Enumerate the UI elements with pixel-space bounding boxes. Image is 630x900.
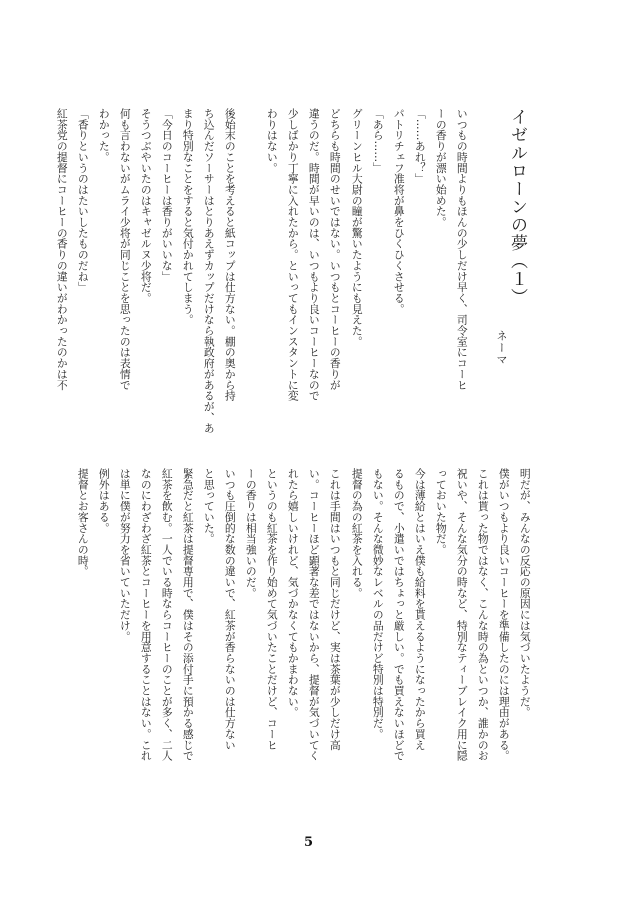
body-line-top: 紅茶党の提督にコーヒーの香りの違いがわかったのかは不 xyxy=(55,108,69,391)
body-line-bottom: は単に僕が努力を省いていただけ。 xyxy=(118,468,132,642)
body-line-top: そうつぶやいたのはキャゼルヌ少将だ。 xyxy=(139,108,153,304)
body-line-bottom: れたら嬉しいけれど、気づかなくてもかまわない。 xyxy=(286,468,300,718)
body-line-bottom: 今は薄給とはいえ僕も給料を貰えるようになったから買え xyxy=(413,468,427,751)
body-line-top: いつもの時間よりもほんの少しだけ早く、司令室にコーヒ xyxy=(455,108,469,391)
body-line-bottom: 例外はある。 xyxy=(97,468,111,534)
body-line-top: 違うのだ。時間が早いのは、いつもより良いコーヒーなので xyxy=(307,108,321,401)
author-name: ネーマ xyxy=(495,330,508,366)
body-line-bottom: 紅茶を飲む。一人でいる時ならコーヒーのことが多く、二人 xyxy=(160,468,174,761)
body-line-bottom: っておいた物だ。 xyxy=(434,468,448,555)
body-line-top: パトリチェフ准将が鼻をひくひくさせる。 xyxy=(392,108,406,315)
body-line-bottom: なのにわざわざ紅茶とコーヒーを用意することはない。これ xyxy=(139,468,153,761)
body-line-top: 少しばかり丁寧に入れたから。といってもインスタントに変 xyxy=(286,108,300,401)
body-line-top: わりはない。 xyxy=(265,108,279,174)
body-line-top: まり特別なことをすると気付かれてしまう。 xyxy=(181,108,195,325)
body-line-top: どちらも時間のせいではない。いつもとコーヒーの香りが xyxy=(328,108,342,391)
body-line-bottom: 祝いや、そんな気分の時など、特別なティーブレイク用に隠 xyxy=(455,468,469,761)
body-line-top: ち込んだソーサーはとりあえずカップだけなら執政府があるが、あ xyxy=(202,108,216,434)
body-line-top: わかった。 xyxy=(97,108,111,163)
body-line-top: 「香りというのはたいしたものだね」 xyxy=(76,108,90,293)
body-line-top: 後始末のことを考えると紙コップは仕方ない。棚の奥から持 xyxy=(223,108,237,401)
body-line-bottom: ーの香りは相当強いのだ。 xyxy=(244,468,258,599)
body-line-top: 「今日のコーヒーは香りがいいな」 xyxy=(160,108,174,282)
page-number: 5 xyxy=(304,835,314,850)
body-line-bottom: 緊急だと紅茶は提督専用で、僕はその添付手に預かる感じで xyxy=(181,468,195,761)
body-line-bottom: いつも圧倒的な数の違いで、紅茶が香らないのは仕方ない xyxy=(223,468,237,751)
body-line-bottom: 僕がいつもより良いコーヒーを準備したのには理由がある。 xyxy=(497,468,511,761)
body-line-bottom: 提督とお客さんの時。 xyxy=(76,468,90,577)
body-line-top: 「……あれ？」 xyxy=(413,108,427,184)
body-line-bottom: い。コーヒーほど顕著な差ではないから、提督が気づいてく xyxy=(307,468,321,761)
body-line-top: 何も言わないがムライ少将が同じことを思ったのは表情で xyxy=(118,108,132,391)
body-line-bottom: と思っていた。 xyxy=(202,468,216,544)
body-line-top: 「あら……」 xyxy=(371,108,385,174)
body-line-bottom: もない。そんな微妙なレベルの品だけど特別は特別だ。 xyxy=(371,468,385,740)
body-line-bottom: るもので、小遣いではちょっと厳しい。でも買えないほどで xyxy=(392,468,406,761)
body-line-top: ーの香りが漂い始めた。 xyxy=(434,108,448,228)
body-line-bottom: 明だが、みんなの反応の原因には気づいたようだ。 xyxy=(518,468,532,718)
body-line-bottom: これは貰った物ではなく、こんな時の為といつか、誰かのお xyxy=(476,468,490,761)
story-title: イゼルローンの夢（１） xyxy=(507,108,527,306)
body-line-bottom: これは手間はいつもと同じだけど、実は茶葉が少しだけ高 xyxy=(328,468,342,751)
body-line-bottom: 提督の為の紅茶を入れる。 xyxy=(350,468,364,599)
body-line-bottom: というのも紅茶を作り始めて気づいたことだけど、コーヒ xyxy=(265,468,279,751)
body-line-top: グリーンヒル大尉の瞳が驚いたようにも見えた。 xyxy=(350,108,364,347)
